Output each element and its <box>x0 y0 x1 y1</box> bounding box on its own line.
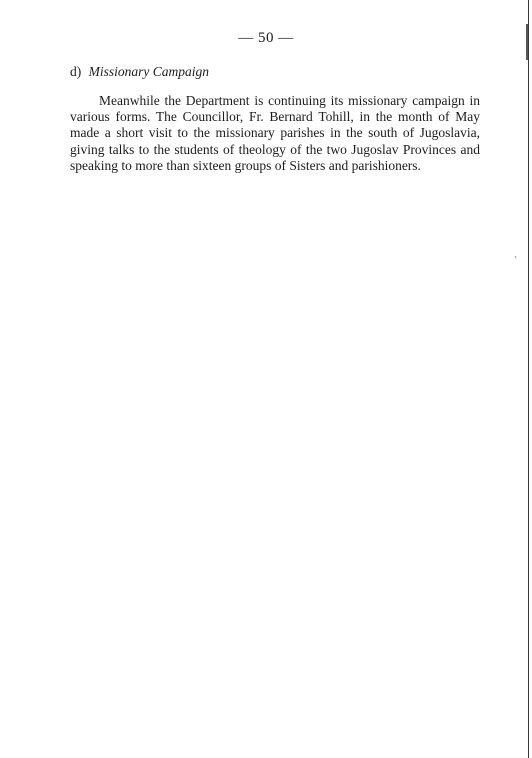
section-title: Missionary Campaign <box>88 64 210 79</box>
page-number: — 50 — <box>238 30 294 46</box>
scan-speck <box>515 256 516 258</box>
page-edge-line <box>528 0 529 758</box>
section-label: d) <box>70 64 82 79</box>
body-paragraph: Meanwhile the Department is continuing its missionary campaign in various forms. The Councillor, Fr. Bernard Tohill, in the month of May made a short visit to the missionary parishes in the south of Jugoslavia, giving talks to the students of theology of the two Jugoslav Provinces and speaking to more than sixteen groups of Sisters and parishioners. <box>70 93 480 173</box>
page-edge-mark <box>526 24 528 60</box>
section-heading <box>70 64 209 80</box>
